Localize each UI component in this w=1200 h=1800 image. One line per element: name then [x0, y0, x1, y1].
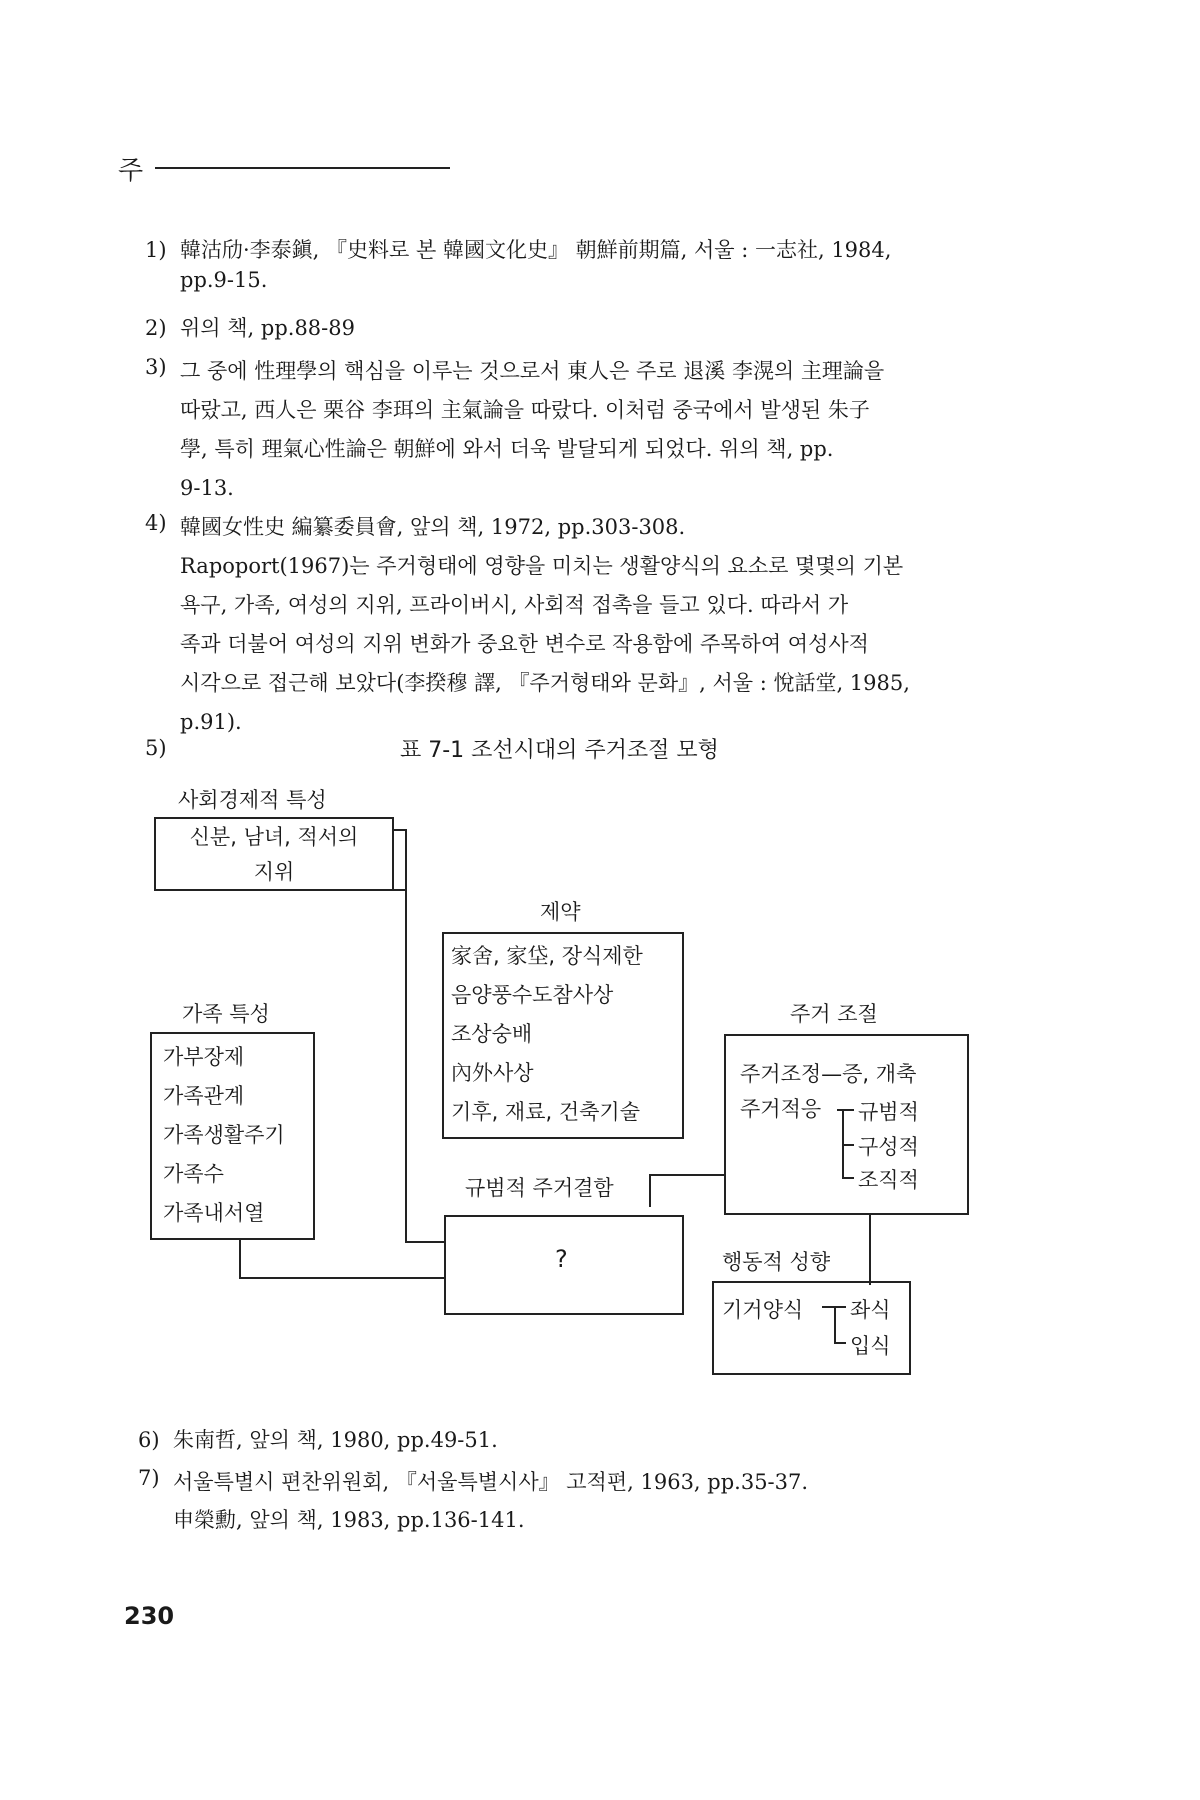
constraint-line: 기후, 재료, 건축기술	[451, 1100, 640, 1124]
note-line: 서울특별시 편찬위원회, 『서울특별시사』 고적편, 1963, pp.35-37.	[173, 1470, 809, 1494]
behavior-bracket	[822, 1307, 846, 1343]
note-line: 9-13.	[180, 476, 234, 500]
constraint-title: 제약	[540, 900, 581, 924]
note-line: 그 중에 性理學의 핵심을 이루는 것으로서 東人은 주로 退溪 李滉의 主理論을	[180, 359, 885, 383]
deficit-adjust-connector	[650, 1175, 725, 1207]
note-number: 7)	[138, 1466, 160, 1490]
behavior-title: 행동적 성향	[722, 1250, 831, 1274]
constraint-text	[451, 937, 643, 1132]
constraint-line: 조상숭배	[451, 1022, 533, 1046]
socio-line: 지위	[253, 860, 295, 884]
socio-line: 신분, 남녀, 적서의	[189, 825, 359, 849]
family-line: 가족내서열	[163, 1201, 265, 1225]
adjust-branch: 조직적	[858, 1168, 919, 1192]
adjust-branch: 규범적	[858, 1100, 919, 1124]
socio-box-tab	[393, 830, 406, 890]
socio-connector	[406, 845, 445, 1242]
note-6	[173, 1425, 498, 1455]
family-line: 가족관계	[163, 1084, 245, 1108]
adjust-line-2: 주거적응	[740, 1097, 822, 1121]
note-number: 3)	[145, 355, 167, 379]
socio-title: 사회경제적 특성	[178, 788, 327, 812]
adjust-line-1: 주거조정—증, 개축	[740, 1062, 917, 1086]
adjust-branch: 구성적	[858, 1135, 919, 1159]
note-line: 韓沽劤·李泰鎭, 『史料로 본 韓國文化史』 朝鮮前期篇, 서울 : 一志社, 1984,	[180, 238, 892, 262]
note-line: 위의 책, pp.88-89	[180, 316, 355, 340]
behavior-branch: 좌식	[850, 1298, 891, 1322]
note-line: 申榮勳, 앞의 책, 1983, pp.136-141.	[173, 1508, 525, 1532]
note-line: 시각으로 접근해 보았다(李揆穆 譯, 『주거형태와 문화』, 서울 : 悅話堂, 1985,	[180, 671, 910, 695]
note-line: 韓國女性史 編纂委員會, 앞의 책, 1972, pp.303-308.	[180, 515, 686, 539]
note-line: 욕구, 가족, 여성의 지위, 프라이버시, 사회적 접촉을 들고 있다. 따라서 가	[180, 593, 849, 617]
note-line: 朱南哲, 앞의 책, 1980, pp.49-51.	[173, 1428, 498, 1452]
deficit-title: 규범적 주거결함	[465, 1176, 614, 1200]
note-number: 5)	[145, 736, 167, 760]
family-title: 가족 특성	[182, 1002, 270, 1026]
family-line: 가족생활주기	[163, 1123, 285, 1147]
section-title: 주	[118, 156, 144, 186]
note-number: 2)	[145, 316, 167, 340]
deficit-mark: ?	[555, 1245, 568, 1273]
constraint-line: 家舍, 家垈, 장식제한	[451, 944, 643, 968]
note-line: Rapoport(1967)는 주거형태에 영향을 미치는 생활양식의 요소로 몇몇의 기본	[180, 554, 904, 578]
note-line: 족과 더불어 여성의 지위 변화가 중요한 변수로 작용함에 주목하여 여성사적	[180, 632, 869, 656]
constraint-line: 內外사상	[451, 1061, 534, 1085]
adjust-title: 주거 조절	[790, 1002, 878, 1026]
family-line: 가족수	[163, 1162, 224, 1186]
note-number: 6)	[138, 1428, 160, 1452]
socio-text	[155, 820, 393, 890]
note-line: 따랐고, 西人은 栗谷 李珥의 主氣論을 따랐다. 이처럼 중국에서 발생된 朱子	[180, 398, 870, 422]
note-number: 4)	[145, 511, 167, 535]
page-number: 230	[124, 1602, 175, 1630]
behavior-branch: 입식	[850, 1334, 891, 1358]
family-line: 가부장제	[163, 1045, 245, 1069]
constraint-line: 음양풍수도참사상	[451, 983, 614, 1007]
note-line: pp.9-15.	[180, 268, 268, 292]
figure-caption: 표 7-1 조선시대의 주거조절 모형	[400, 738, 719, 763]
family-connector	[240, 1239, 445, 1278]
note-number: 1)	[145, 238, 167, 262]
behavior-root: 기거양식	[722, 1298, 804, 1322]
note-line: p.91).	[180, 710, 242, 734]
note-7	[173, 1463, 808, 1539]
note-line: 學, 특히 理氣心性論은 朝鮮에 와서 더욱 발달되게 되었다. 위의 책, pp.	[180, 437, 834, 461]
family-text	[163, 1038, 285, 1233]
